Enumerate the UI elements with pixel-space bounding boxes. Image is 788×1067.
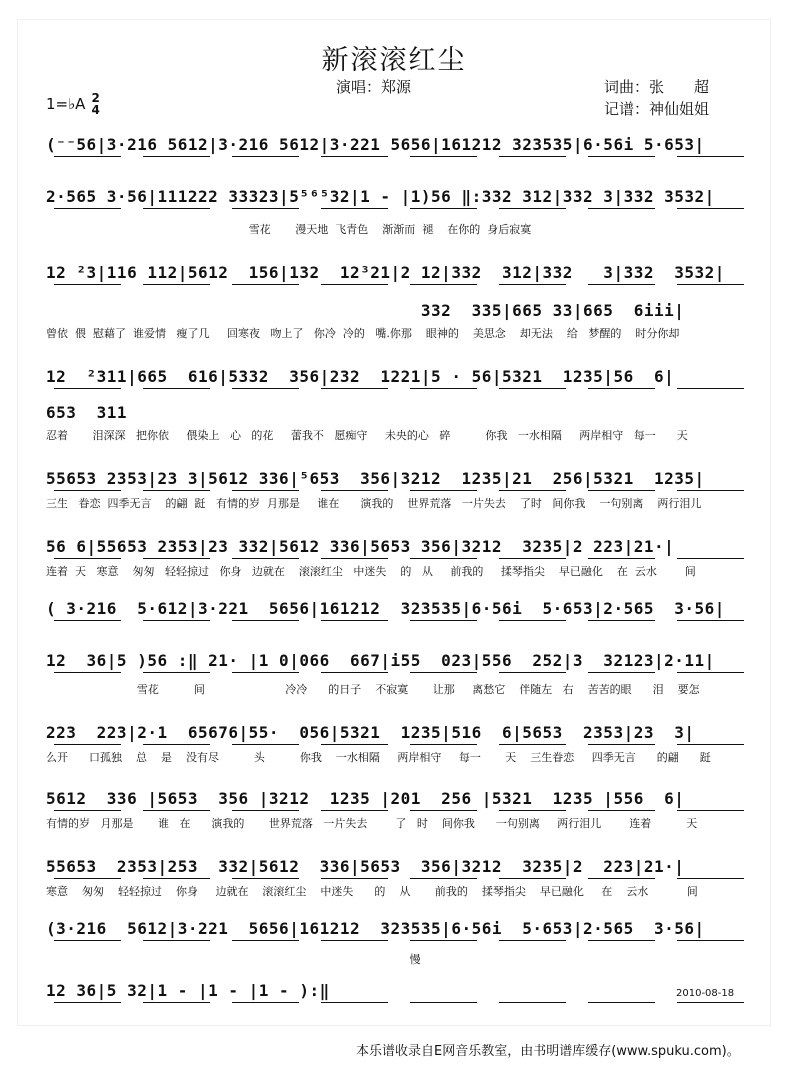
- beam-line: [232, 558, 299, 559]
- source-credit: 本乐谱收录自E网音乐教室，由书明谱库缓存(www.spuku.com)。: [356, 1044, 740, 1059]
- beam-row: [46, 208, 758, 214]
- beam-line: [588, 744, 655, 745]
- beam-row: [46, 156, 758, 162]
- beam-line: [54, 878, 121, 879]
- beam-line: [321, 1002, 388, 1003]
- beam-line: [321, 284, 388, 285]
- beam-line: [410, 558, 477, 559]
- beam-line: [677, 878, 744, 879]
- beam-line: [54, 156, 121, 157]
- beam-line: [321, 156, 388, 157]
- singer-credit: 演唱：郑源: [336, 78, 412, 96]
- lyricist-composer-credit: 词曲：张 超: [604, 78, 710, 96]
- beam-line: [499, 878, 566, 879]
- beam-line: [143, 156, 210, 157]
- key-label: 1=♭A: [46, 95, 86, 113]
- beam-line: [588, 284, 655, 285]
- beam-line: [321, 940, 388, 941]
- beam-line: [677, 1002, 744, 1003]
- beam-row: [46, 940, 758, 946]
- beam-line: [143, 620, 210, 621]
- key-signature: [46, 92, 100, 116]
- beam-line: [321, 388, 388, 389]
- notes-line: 223 223|2·1 65676|55· 056|5321 1235|516 6|5653 2353|23 3|: [46, 723, 695, 742]
- beam-line: [54, 810, 121, 811]
- notes-line: 2·565 3·56|111222 33323|5⁵⁶⁵32|1 - |1)56 ‖:332 312|332 3|332 3532|: [46, 187, 715, 206]
- beam-line: [54, 490, 121, 491]
- beam-line: [499, 156, 566, 157]
- beam-row: [46, 878, 758, 884]
- beam-line: [677, 284, 744, 285]
- lyrics-line: 慢: [46, 953, 421, 966]
- beam-line: [588, 156, 655, 157]
- beam-line: [321, 558, 388, 559]
- beam-line: [232, 284, 299, 285]
- beam-line: [54, 388, 121, 389]
- beam-line: [232, 208, 299, 209]
- notes-line: 55653 2353|23 3|5612 336|⁵653 356|3212 1235|21 256|5321 1235|: [46, 469, 705, 488]
- beam-line: [143, 940, 210, 941]
- notes-line: (⁻⁻56|3·216 5612|3·216 5612|3·221 5656|161212 323535|6·56i 5·653|: [46, 135, 705, 154]
- beam-line: [588, 1002, 655, 1003]
- beam-line: [54, 672, 121, 673]
- beam-line: [232, 620, 299, 621]
- beam-line: [232, 1002, 299, 1003]
- beam-line: [410, 208, 477, 209]
- beam-line: [232, 672, 299, 673]
- beam-line: [588, 388, 655, 389]
- beam-line: [54, 1002, 121, 1003]
- beam-line: [677, 620, 744, 621]
- lyrics-line: 寒意 匆匆 轻轻掠过 你身 边就在 滚滚红尘 中迷失 的 从 前我的 揉琴指尖 早已融化 在 云水 间: [46, 885, 698, 898]
- beam-line: [677, 558, 744, 559]
- beam-line: [410, 878, 477, 879]
- notes-line: 12 36|5 32|1 - |1 - |1 - ):‖: [46, 981, 330, 1000]
- beam-line: [232, 388, 299, 389]
- lyrics-line: 么开 口孤独 总 是 没有尽 头 你我 一水相隔 两岸相守 每一 天 三生眷恋 四季无言 的翩 跹: [46, 751, 711, 764]
- beam-line: [232, 490, 299, 491]
- beam-row: [46, 284, 758, 290]
- notes-line-lower: 653 311: [46, 403, 128, 422]
- beam-line: [321, 620, 388, 621]
- song-title: 新滚滚红尘: [321, 45, 467, 76]
- beam-line: [410, 940, 477, 941]
- beam-line: [588, 672, 655, 673]
- beam-row: [46, 810, 758, 816]
- notes-line: 12 ²3|116 112|5612 156|132 12³21|2 12|332 312|332 3|332 3532|: [46, 263, 725, 282]
- beam-row: [46, 620, 758, 626]
- lyrics-line: 曾依 偎 慰藉了 谁爱情 瘦了几 回寒夜 吻上了 你冷 冷的 嘴.你那 眼神的 美思念 却无法 给 梦醒的 时分你却: [46, 327, 680, 340]
- beam-line: [54, 940, 121, 941]
- lyrics-line: 有情的岁 月那是 谁 在 演我的 世界荒落 一片失去 了 时 间你我 一句别离 两行泪儿 连着 天: [46, 817, 698, 830]
- beam-line: [588, 810, 655, 811]
- beam-line: [321, 672, 388, 673]
- lyrics-line: 雪花 漫天地 飞青色 渐渐而 褪 在你的 身后寂寞: [46, 223, 532, 236]
- beam-line: [143, 284, 210, 285]
- beam-line: [143, 208, 210, 209]
- beam-line: [410, 744, 477, 745]
- beam-line: [499, 558, 566, 559]
- beam-line: [54, 558, 121, 559]
- beam-line: [143, 810, 210, 811]
- beam-line: [499, 810, 566, 811]
- beam-line: [410, 1002, 477, 1003]
- transcriber-credit: 记谱：神仙姐姐: [604, 100, 710, 118]
- beam-row: [46, 490, 758, 496]
- beam-line: [410, 388, 477, 389]
- beam-line: [143, 744, 210, 745]
- beam-line: [499, 940, 566, 941]
- beam-line: [410, 284, 477, 285]
- notes-line: 55653 2353|253 332|5612 336|5653 356|3212 3235|2 223|21·|: [46, 857, 685, 876]
- beam-line: [410, 672, 477, 673]
- beam-line: [321, 744, 388, 745]
- beam-line: [143, 388, 210, 389]
- beam-line: [677, 490, 744, 491]
- beam-row: [46, 672, 758, 678]
- beam-line: [232, 810, 299, 811]
- beam-line: [499, 490, 566, 491]
- beam-line: [677, 388, 744, 389]
- beam-line: [677, 810, 744, 811]
- beam-line: [54, 284, 121, 285]
- notes-line: 12 ²311|665 616|5332 356|232 1221|5 · 56|5321 1235|56 6|: [46, 367, 675, 386]
- beam-line: [588, 490, 655, 491]
- beam-line: [410, 620, 477, 621]
- beam-line: [499, 208, 566, 209]
- beam-line: [499, 620, 566, 621]
- time-signature-bottom: 4: [91, 103, 100, 117]
- beam-line: [143, 878, 210, 879]
- lyrics-line: 忍着 泪深深 把你依 偎染上 心 的花 蕾我不 愿痴守 未央的心 碎 你我 一水相隔 两岸相守 每一 天: [46, 429, 688, 442]
- beam-line: [588, 208, 655, 209]
- time-signature-top: 2: [91, 91, 100, 105]
- beam-line: [143, 558, 210, 559]
- beam-line: [677, 672, 744, 673]
- notes-line-lower: 332 335|665 33|665 6iii|: [46, 301, 685, 320]
- beam-row: [46, 1002, 758, 1008]
- beam-line: [232, 744, 299, 745]
- beam-line: [677, 744, 744, 745]
- beam-line: [499, 388, 566, 389]
- beam-line: [54, 744, 121, 745]
- beam-row: [46, 388, 758, 394]
- beam-line: [410, 156, 477, 157]
- lyrics-line: 连着 天 寒意 匆匆 轻轻掠过 你身 边就在 滚滚红尘 中迷失 的 从 前我的 揉琴指尖 早已融化 在 云水 间: [46, 565, 696, 578]
- beam-line: [321, 208, 388, 209]
- beam-line: [677, 208, 744, 209]
- transcription-date: 2010-08-18: [676, 988, 735, 999]
- beam-line: [499, 1002, 566, 1003]
- beam-line: [499, 284, 566, 285]
- lyrics-line: 三生 眷恋 四季无言 的翩 跹 有情的岁 月那是 谁在 演我的 世界荒落 一片失去 了时 间你我 一句别离 两行泪儿: [46, 497, 702, 510]
- beam-line: [588, 940, 655, 941]
- beam-row: [46, 558, 758, 564]
- beam-line: [54, 620, 121, 621]
- time-signature: [91, 92, 99, 116]
- notes-line: 56 6|55653 2353|23 332|5612 336|5653 356|3212 3235|2 223|21·|: [46, 537, 675, 556]
- beam-line: [677, 156, 744, 157]
- beam-line: [588, 878, 655, 879]
- beam-line: [232, 878, 299, 879]
- beam-row: [46, 744, 758, 750]
- beam-line: [410, 490, 477, 491]
- beam-line: [143, 672, 210, 673]
- beam-line: [588, 558, 655, 559]
- beam-line: [321, 878, 388, 879]
- beam-line: [143, 490, 210, 491]
- notes-line: (3·216 5612|3·221 5656|161212 323535|6·56i 5·653|2·565 3·56|: [46, 919, 705, 938]
- notes-line: 12 36|5 )56 :‖ 21· |1 0|066 667|i55 023|556 252|3 32123|2·11|: [46, 651, 715, 670]
- notes-line: ( 3·216 5·612|3·221 5656|161212 323535|6·56i 5·653|2·565 3·56|: [46, 599, 725, 618]
- beam-line: [321, 490, 388, 491]
- beam-line: [499, 672, 566, 673]
- beam-line: [54, 208, 121, 209]
- lyrics-line: 雪花 间 冷冷 的日子 不寂寞 让那 离愁它 伴随左 右 苦苦的眼 泪 要怎: [46, 683, 700, 696]
- beam-line: [321, 810, 388, 811]
- beam-line: [499, 744, 566, 745]
- beam-line: [588, 620, 655, 621]
- beam-line: [143, 1002, 210, 1003]
- beam-line: [232, 940, 299, 941]
- beam-line: [677, 940, 744, 941]
- notes-line: 5612 336 |5653 356 |3212 1235 |201 256 |5321 1235 |556 6|: [46, 789, 685, 808]
- beam-line: [232, 156, 299, 157]
- beam-line: [410, 810, 477, 811]
